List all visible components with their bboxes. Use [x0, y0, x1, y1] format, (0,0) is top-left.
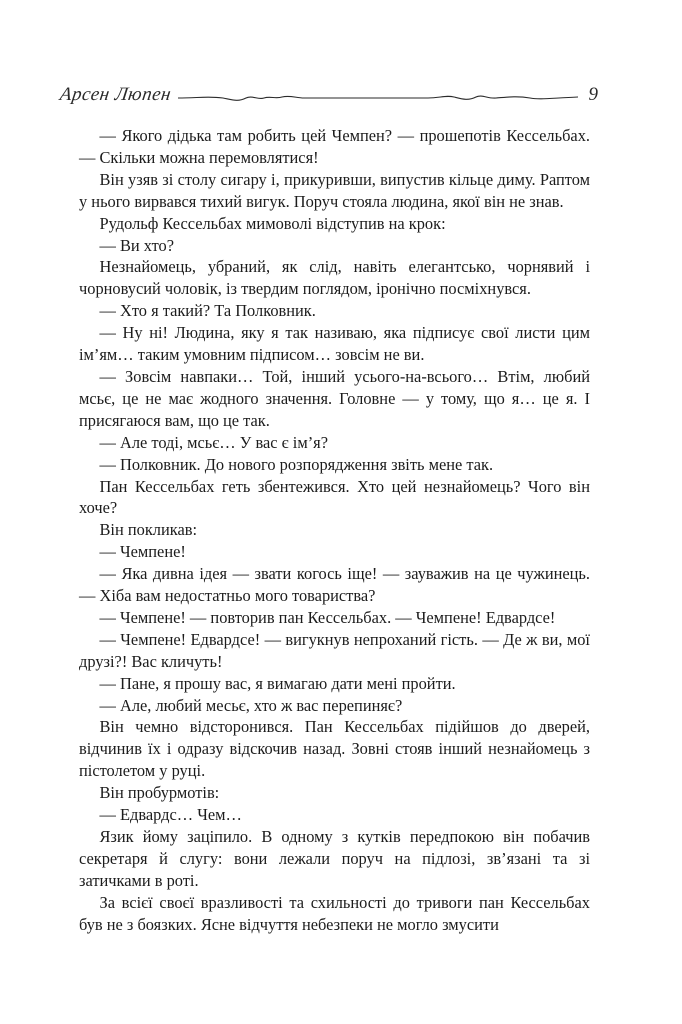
paragraph: — Ви хто?: [99, 235, 174, 255]
paragraph: — Полковник. До нового розпорядження звіть мене так.: [99, 454, 494, 474]
paragraph: — Чемпене! — повторив пан Кессельбах. — Чемпене! Едвардсе!: [99, 607, 556, 627]
paragraph: Рудольф Кессельбах мимоволі відступив на крок:: [99, 213, 446, 233]
paragraph: За всієї своєї вразливості та схильності до тривоги пан Кессельбах був не з боязких. Ясне відчуття небезпеки не могло змусити: [79, 892, 590, 934]
running-header: [60, 84, 600, 112]
paragraph: — Чемпене! Едвардсе! — вигукнув непроханий гість. — Де ж ви, мої друзі?! Вас кличуть!: [79, 629, 590, 671]
paragraph: Він пробурмотів:: [99, 783, 220, 803]
paragraph: Пан Кессельбах геть збентежився. Хто цей незнайомець? Чого він хоче?: [79, 476, 590, 518]
paragraph: Язик йому заціпило. В одному з кутків передпокою він побачив секретаря й слугу: вони лежали поруч на підлозі, зв’язані та зі затичками в роті.: [79, 827, 590, 890]
decorative-rule: [178, 88, 578, 108]
running-header-title: Арсен Люпен: [58, 84, 173, 105]
paragraph: — Ну ні! Людина, яку я так називаю, яка підписує свої листи цим ім’ям… таким умовним підписом… зовсім не ви.: [79, 323, 590, 365]
paragraph: — Чемпене!: [99, 542, 186, 562]
paragraph: Він узяв зі столу сигару і, прикуривши, випустив кільце диму. Раптом у нього вирвався тихий вигук. Поруч стояла людина, якої він не знав.: [79, 169, 590, 211]
page-number: 9: [588, 84, 598, 105]
paragraph: — Але тоді, мсьє… У вас є ім’я?: [99, 432, 328, 452]
paragraph: — Пане, я прошу вас, я вимагаю дати мені пройти.: [99, 673, 456, 693]
paragraph: — Едвардс… Чем…: [99, 805, 242, 825]
paragraph: Незнайомець, убраний, як слід, навіть елегантсько, чорнявий і чорновусий чоловік, із твердим поглядом, іронічно посміхнувся.: [79, 257, 590, 299]
paragraph: — Зовсім навпаки… Той, інший усього-на-всього… Втім, любий мсьє, це не має жодного значення. Головне — у тому, що я… це я. І присягаюся вам, що це так.: [79, 366, 590, 430]
paragraph: — Хто я такий? Та Полковник.: [99, 301, 316, 321]
body-text: [79, 125, 590, 936]
paragraph: Він чемно відсторонився. Пан Кессельбах підійшов до дверей, відчинив їх і одразу відскочив назад. Зовні стояв інший незнайомець з пістолетом у руці.: [79, 717, 590, 781]
paragraph: — Яка дивна ідея — звати когось іще! — зауважив на це чужинець. — Хіба вам недостатньо мого товариства?: [79, 564, 590, 606]
paragraph: Він покликав:: [99, 520, 198, 540]
paragraph: — Якого дідька там робить цей Чемпен? — прошепотів Кессельбах. — Скільки можна перемовлятися!: [79, 126, 590, 167]
paragraph: — Але, любий месьє, хто ж вас перепиняє?: [99, 695, 403, 715]
